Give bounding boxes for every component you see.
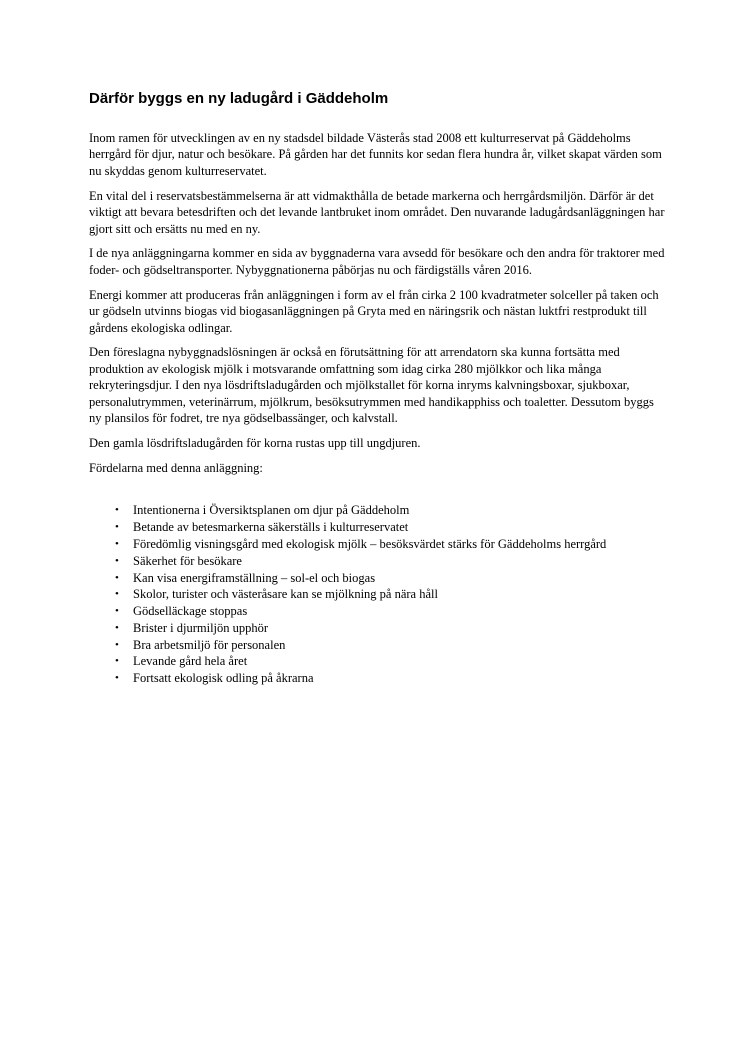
page-title: Därför byggs en ny ladugård i Gäddeholm: [89, 90, 389, 107]
benefits-intro: Fördelarna med denna anläggning:: [89, 460, 263, 475]
list-item-text: Levande gård hela året: [133, 654, 248, 669]
document-body: [89, 90, 669, 687]
list-item: [89, 570, 669, 587]
bullet-icon: •: [115, 588, 119, 601]
list-item-text: Skolor, turister och västeråsare kan se mjölkning på nära håll: [133, 587, 438, 602]
list-item: [89, 670, 669, 687]
bullet-icon: •: [115, 672, 119, 685]
bullet-icon: •: [115, 621, 119, 634]
bullet-icon: •: [115, 504, 119, 517]
paragraph-3: I de nya anläggningarna kommer en sida av byggnaderna vara avsedd för besökare och den andra för traktorer med foder- och gödseltransporter. Nybyggnationerna påbörjas nu och färdigställs våren 2016.: [89, 246, 665, 277]
bullet-icon: •: [115, 554, 119, 567]
list-item-text: Föredömlig visningsgård med ekologisk mjölk – besöksvärdet stärks för Gäddeholms herrgård: [133, 536, 607, 551]
list-item: [89, 586, 669, 603]
list-item-text: Säkerhet för besökare: [133, 553, 242, 568]
paragraph-2: En vital del i reservatsbestämmelserna är att vidmakthålla de betade markerna och herrgårdsmiljön. Därför är det viktigt att bevara betesdriften och det levande lantbruket inom området. Den nuvarande ladugårdsanläggningen har gjort sitt och ersätts nu med en ny.: [89, 188, 665, 236]
bullet-icon: •: [115, 605, 119, 618]
benefits-list: [89, 502, 669, 687]
bullet-icon: •: [115, 521, 119, 534]
bullet-icon: •: [115, 638, 119, 651]
list-item: [89, 603, 669, 620]
list-item-text: Betande av betesmarkerna säkerställs i kulturreservatet: [133, 520, 409, 535]
list-item: [89, 653, 669, 670]
bullet-icon: •: [115, 655, 119, 668]
bullet-icon: •: [115, 537, 119, 550]
paragraph-1: Inom ramen för utvecklingen av en ny stadsdel bildade Västerås stad 2008 ett kulturreservat på Gäddeholms herrgård för djur, natur och besökare. På gården har det funnits kor sedan flera hundra år, vilket skapat värden som nu skyddas genom kulturreservatet.: [89, 131, 662, 178]
list-item: [89, 553, 669, 570]
bullet-icon: •: [115, 571, 119, 584]
list-item-text: Brister i djurmiljön upphör: [133, 620, 269, 635]
list-item: [89, 502, 669, 519]
list-item-text: Gödselläckage stoppas: [133, 604, 248, 619]
paragraph-5: Den föreslagna nybyggnadslösningen är också en förutsättning för att arrendatorn ska kunna fortsätta med produktion av ekologisk mjölk i motsvarande omfattning som idag cirka 280 mjölkkor och lika många rekryteringsdjur. I den nya lösdriftsladugården och mjölkstallet för korna inryms kalvningsboxar, sjukboxar, personalutrymmen, veterinärrum, mjölkrum, besöksutrymmen med handikapphiss och toaletter. Dessutom byggs ny plansilos för fodret, tre nya gödselbassänger, och kalvstall.: [89, 345, 654, 426]
list-item: [89, 637, 669, 654]
list-item-text: Intentionerna i Översiktsplanen om djur på Gäddeholm: [133, 503, 410, 518]
list-item-text: Bra arbetsmiljö för personalen: [133, 637, 286, 652]
list-item-text: Kan visa energiframställning – sol-el och biogas: [133, 570, 376, 585]
paragraph-4: Energi kommer att produceras från anläggningen i form av el från cirka 2 100 kvadratmeter solceller på taken och ur gödseln utvinns biogas vid biogasanläggningen på Gryta med en näringsrik och nästan luktfri restprodukt till gårdens ekologiska odlingar.: [89, 287, 659, 335]
list-item-text: Fortsatt ekologisk odling på åkrarna: [133, 671, 314, 686]
paragraph-6: Den gamla lösdriftsladugården för korna rustas upp till ungdjuren.: [89, 436, 421, 450]
list-item: [89, 620, 669, 637]
list-item: [89, 536, 669, 553]
list-item: [89, 519, 669, 536]
